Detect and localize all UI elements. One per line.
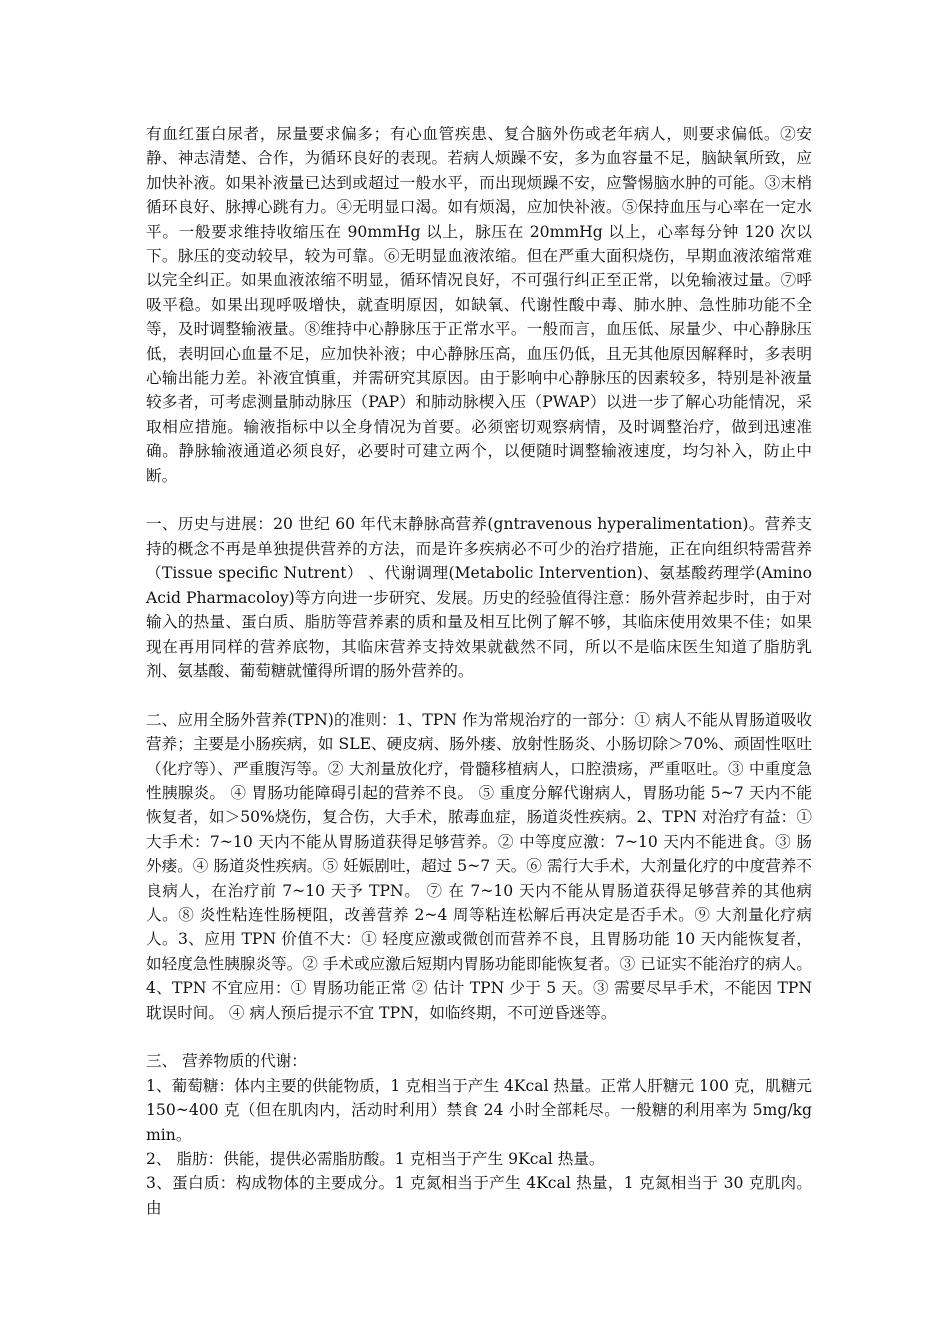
fluid-monitoring-paragraph: 有血红蛋白尿者，尿量要求偏多；有心血管疾患、复合脑外伤或老年病人，则要求偏低。②安静、神志清楚、合作，为循环良好的表现。若病人烦躁不安，多为血容量不足，脑缺氧所致，应加快补液。如果补液量已达到或超过一般水平，而出现烦躁不安，应警惕脑水肿的可能。③末梢循环良好、脉搏心跳有力。④无明显口渴。如有烦渴，应加快补液。⑤保持血压与心率在一定水平。一般要求维持收缩压在 90mmHg 以上，脉压在 20mmHg 以上，心率每分钟 120 次以下。脉压的变动较早，较为可靠。⑥无明显血液浓缩。但在严重大面积烧伤，早期血液浓缩常难以完全纠正。如果血液浓缩不明显，循环情况良好，不可强行纠正至正常，以免输液过量。⑦呼吸平稳。如果出现呼吸增快，就查明原因，如缺氧、代谢性酸中毒、肺水肿、急性肺功能不全等，及时调整输液量。⑧维持中心静脉压于正常水平。一般而言，血压低、尿量少、中心静脉压低，表明回心血量不足，应加快补液；中心静脉压高，血压仍低，且无其他原因解释时，多表明心输出能力差。补液宜慎重，并需研究其原因。由于影响中心静脉压的因素较多，特别是补液量较多者，可考虑测量肺动脉压（PAP）和肺动脉楔入压（PWAP）以进一步了解心功能情况，采取相应措施。输液指标中以全身情况为首要。必须密切观察病情，及时调整治疗，做到迅速准确。静脉输液通道必须良好，必要时可建立两个，以便随时调整输液速度，均匀补入，防止中断。 (146, 125, 812, 485)
tpn-criteria-paragraph: 二、应用全肠外营养(TPN)的准则：1、TPN 作为常规治疗的一部分：① 病人不能从胃肠道吸收营养；主要是小肠疾病，如 SLE、硬皮病、肠外瘘、放射性肠炎、小肠切除＞70%、顽固性呕吐（化疗等）、严重腹泻等。② 大剂量放化疗，骨髓移植病人，口腔溃疡，严重呕吐。③ 中重度急性胰腺炎。 ④ 胃肠功能障碍引起的营养不良。 ⑤ 重度分解代谢病人，胃肠功能 5~7 天内不能恢复者，如＞50%烧伤，复合伤，大手术，脓毒血症，肠道炎性疾病。2、TPN 对治疗有益：① 大手术：7~10 天内不能从胃肠道获得足够营养。② 中等度应激：7~10 天内不能进食。③ 肠外瘘。④ 肠道炎性疾病。⑤ 妊娠剧吐，超过 5~7 天。⑥ 需行大手术，大剂量化疗的中度营养不良病人，在治疗前 7~10 天予 TPN。 ⑦ 在 7~10 天内不能从胃肠道获得足够营养的其他病人。⑧ 炎性粘连性肠梗阻，改善营养 2~4 周等粘连松解后再决定是否手术。⑨ 大剂量化疗病人。3、应用 TPN 价值不大：① 轻度应激或微创而营养不良，且胃肠功能 10 天内能恢复者，如轻度急性胰腺炎等。② 手术或应激后短期内胃肠功能即能恢复者。③ 已证实不能治疗的病人。4、TPN 不宜应用：① 胃肠功能正常 ② 估计 TPN 少于 5 天。③ 需要尽早手术，不能因 TPN 耽误时间。 ④ 病人预后提示不宜 TPN，如临终期，不可逆昏迷等。 (146, 710, 812, 1022)
section-heading-metabolism: 三、 营养物质的代谢： (146, 1052, 307, 1071)
document-page (146, 122, 812, 1220)
list-item-fat: 2、 脂肪：供能，提供必需脂肪酸。1 克相当于产生 9Kcal 热量。 (146, 1150, 605, 1169)
paragraph-spacer (146, 1025, 812, 1049)
paragraph-spacer (146, 683, 812, 707)
list-item-protein: 3、蛋白质：构成物体的主要成分。1 克氮相当于产生 4Kcal 热量，1 克氮相当于 30 克肌肉。由 (146, 1174, 812, 1217)
list-item-glucose: 1、葡萄糖：体内主要的供能物质，1 克相当于产生 4Kcal 热量。正常人肝糖元 100 克，肌糖元 150~400 克（但在肌肉内，活动时利用）禁食 24 小时全部耗尽。一般糖的利用率为 5mg/kg min。 (146, 1076, 812, 1144)
paragraph-spacer (146, 488, 812, 512)
history-progress-paragraph: 一、历史与进展：20 世纪 60 年代末静脉高营养(gntravenous hyperalimentation)。营养支持的概念不再是单独提供营养的方法，而是许多疾病必不可少的治疗措施，正在向组织特需营养（Tissue specific Nutrent） 、代谢调理(Metabolic Intervention)、氨基酸药理学(Amino Acid Pharmacoloy)等方向进一步研究、发展。历史的经验值得注意：肠外营养起步时，由于对输入的热量、蛋白质、脂肪等营养素的质和量及相互比例了解不够，其临床使用效果不佳；如果现在再用同样的营养底物，其临床营养支持效果就截然不同，所以不是临床医生知道了脂肪乳剂、氨基酸、葡萄糖就懂得所谓的肠外营养的。 (146, 515, 812, 680)
